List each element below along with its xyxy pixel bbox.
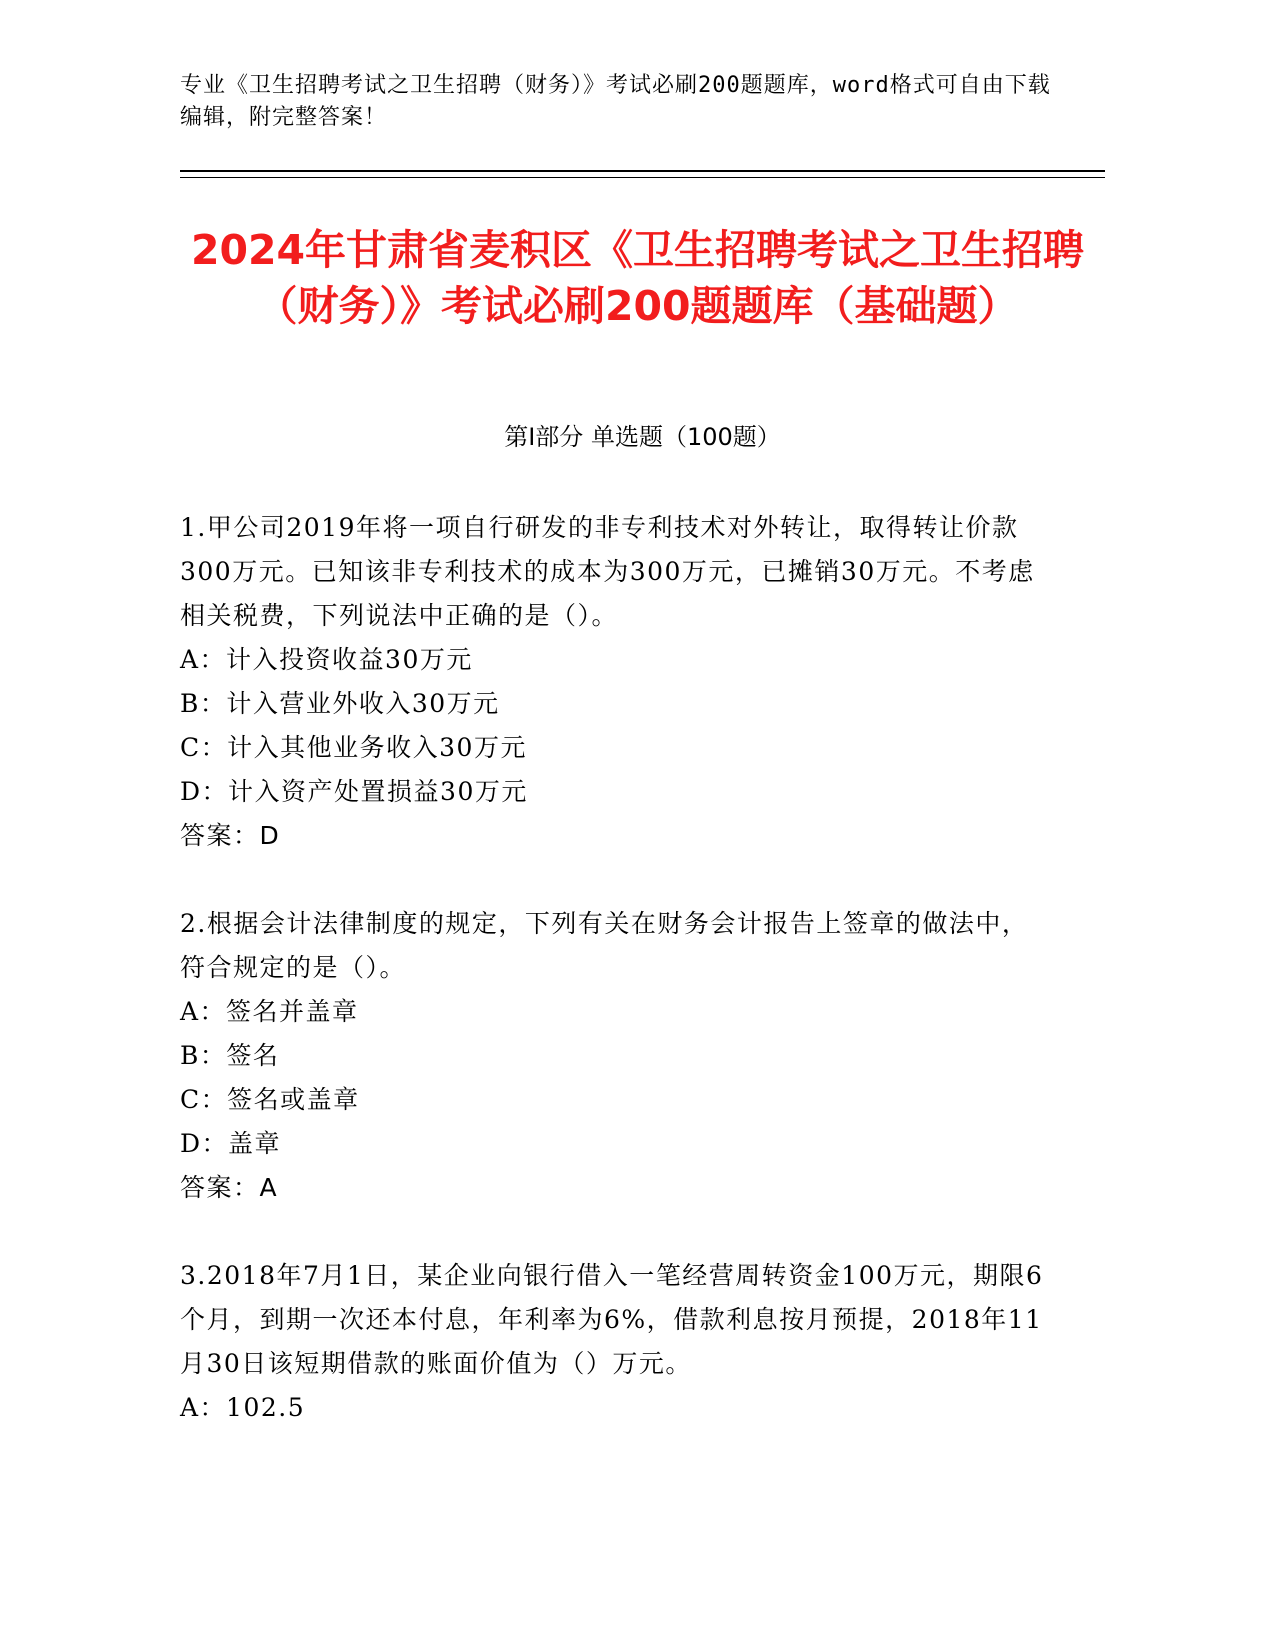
option-c: C：签名或盖章 xyxy=(180,1085,360,1114)
option-b: B：签名 xyxy=(180,1041,280,1070)
header-rule-thick xyxy=(180,170,1105,172)
header-note: 专业《卫生招聘考试之卫生招聘（财务）》考试必刷200题题库，word格式可自由下载编辑，附完整答案！ xyxy=(180,73,1051,130)
question-stem: 1.甲公司2019年将一项自行研发的非专利技术对外转让，取得转让价款300万元。已知该非专利技术的成本为300万元，已摊销30万元。不考虑相关税费，下列说法中正确的是（）。 xyxy=(180,513,1035,630)
option-a: A：102.5 xyxy=(180,1393,306,1422)
answer: 答案：D xyxy=(180,821,281,850)
option-b: B：计入营业外收入30万元 xyxy=(180,689,500,718)
question-3 xyxy=(180,1254,1050,1430)
header-rule-thin xyxy=(180,177,1105,178)
option-d: D：盖章 xyxy=(180,1129,282,1158)
question-1 xyxy=(180,506,1050,858)
option-d: D：计入资产处置损益30万元 xyxy=(180,777,528,806)
option-c: C：计入其他业务收入30万元 xyxy=(180,733,527,762)
option-a: A：计入投资收益30万元 xyxy=(180,645,473,674)
question-stem: 2.根据会计法律制度的规定，下列有关在财务会计报告上签章的做法中，符合规定的是（）。 xyxy=(180,909,1029,982)
question-stem: 3.2018年7月1日，某企业向银行借入一笔经营周转资金100万元，期限6个月，到期一次还本付息，年利率为6%，借款利息按月预提，2018年11月30日该短期借款的账面价值为（）万元。 xyxy=(180,1261,1044,1378)
section-title: 第I部分 单选题（100题） xyxy=(504,423,781,451)
question-2 xyxy=(180,902,1050,1210)
option-a: A：签名并盖章 xyxy=(180,997,359,1026)
answer: 答案：A xyxy=(180,1173,279,1202)
document-title: 2024年甘肃省麦积区《卫生招聘考试之卫生招聘（财务）》考试必刷200题题库（基础题） xyxy=(190,226,1085,330)
question-list xyxy=(180,506,1050,1474)
